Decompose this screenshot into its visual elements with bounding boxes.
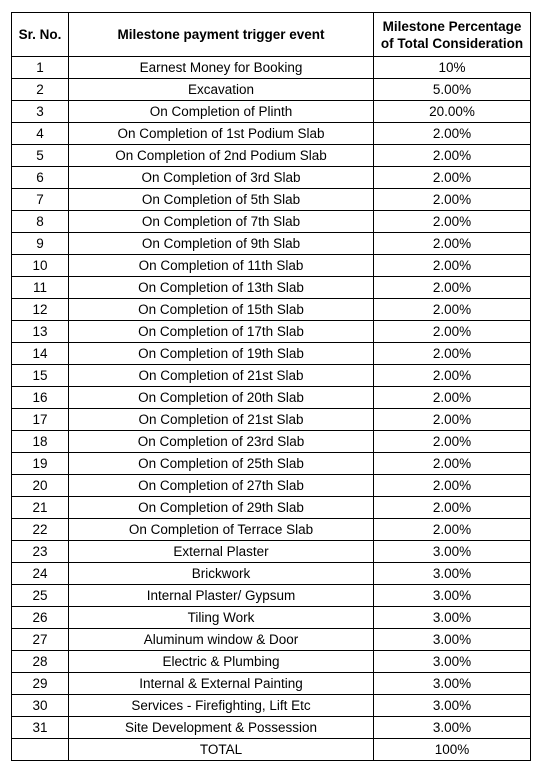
- milestone-event-cell: External Plaster: [69, 541, 374, 563]
- milestone-event-cell: Excavation: [69, 79, 374, 101]
- milestone-event-cell: Electric & Plumbing: [69, 651, 374, 673]
- milestone-event-cell: On Completion of 20th Slab: [69, 387, 374, 409]
- percentage-cell: 2.00%: [374, 343, 531, 365]
- header-milestone-percentage: [374, 13, 531, 57]
- table-row: [12, 233, 531, 255]
- milestone-event-cell: On Completion of 9th Slab: [69, 233, 374, 255]
- milestone-event-cell: On Completion of 13th Slab: [69, 277, 374, 299]
- percentage-cell: 2.00%: [374, 365, 531, 387]
- percentage-cell: 3.00%: [374, 629, 531, 651]
- milestone-event-cell: Earnest Money for Booking: [69, 57, 374, 79]
- milestone-event-cell: On Completion of 15th Slab: [69, 299, 374, 321]
- percentage-cell: 2.00%: [374, 123, 531, 145]
- table-row: [12, 629, 531, 651]
- sr-no-cell: 10: [12, 255, 69, 277]
- sr-no-cell: 31: [12, 717, 69, 739]
- percentage-cell: 2.00%: [374, 167, 531, 189]
- header-sr-no: Sr. No.: [12, 13, 69, 57]
- sr-no-cell: 11: [12, 277, 69, 299]
- milestone-event-cell: Tiling Work: [69, 607, 374, 629]
- percentage-cell: 2.00%: [374, 453, 531, 475]
- milestone-event-cell: On Completion of 29th Slab: [69, 497, 374, 519]
- table-row: [12, 717, 531, 739]
- table-row: [12, 607, 531, 629]
- percentage-cell: 3.00%: [374, 673, 531, 695]
- percentage-cell: 2.00%: [374, 299, 531, 321]
- table-row: [12, 453, 531, 475]
- milestone-event-cell: On Completion of 23rd Slab: [69, 431, 374, 453]
- sr-no-cell: 18: [12, 431, 69, 453]
- table-row: [12, 343, 531, 365]
- sr-no-cell: 29: [12, 673, 69, 695]
- sr-no-cell: 24: [12, 563, 69, 585]
- sr-no-cell: 20: [12, 475, 69, 497]
- milestone-event-cell: Aluminum window & Door: [69, 629, 374, 651]
- percentage-cell: 2.00%: [374, 409, 531, 431]
- table-row: [12, 57, 531, 79]
- milestone-event-cell: On Completion of 17th Slab: [69, 321, 374, 343]
- milestone-event-cell: On Completion of 1st Podium Slab: [69, 123, 374, 145]
- percentage-cell: 2.00%: [374, 475, 531, 497]
- sr-no-cell: 27: [12, 629, 69, 651]
- sr-no-cell: 2: [12, 79, 69, 101]
- table-row: [12, 365, 531, 387]
- table-row: [12, 123, 531, 145]
- percentage-cell: 3.00%: [374, 563, 531, 585]
- percentage-cell: 3.00%: [374, 607, 531, 629]
- table-row: [12, 431, 531, 453]
- table-row: [12, 519, 531, 541]
- header-milestone-event: Milestone payment trigger event: [69, 13, 374, 57]
- milestone-event-cell: Site Development & Possession: [69, 717, 374, 739]
- sr-no-cell: 14: [12, 343, 69, 365]
- percentage-cell: 2.00%: [374, 321, 531, 343]
- sr-no-cell: 26: [12, 607, 69, 629]
- sr-no-cell: 19: [12, 453, 69, 475]
- sr-no-cell: 13: [12, 321, 69, 343]
- percentage-cell: 2.00%: [374, 277, 531, 299]
- table-body: [12, 57, 531, 739]
- percentage-cell: 2.00%: [374, 431, 531, 453]
- milestone-event-cell: Services - Firefighting, Lift Etc: [69, 695, 374, 717]
- percentage-cell: 2.00%: [374, 519, 531, 541]
- percentage-cell: 3.00%: [374, 717, 531, 739]
- table-row: [12, 409, 531, 431]
- sr-no-cell: 1: [12, 57, 69, 79]
- table-row: [12, 189, 531, 211]
- sr-no-cell: 23: [12, 541, 69, 563]
- sr-no-cell: 25: [12, 585, 69, 607]
- table-footer: [12, 739, 531, 761]
- percentage-cell: 3.00%: [374, 541, 531, 563]
- sr-no-cell: 16: [12, 387, 69, 409]
- milestone-event-cell: Brickwork: [69, 563, 374, 585]
- sr-no-cell: 3: [12, 101, 69, 123]
- percentage-cell: 10%: [374, 57, 531, 79]
- sr-no-cell: 8: [12, 211, 69, 233]
- table-row: [12, 255, 531, 277]
- header-row: [12, 13, 531, 57]
- sr-no-cell: 30: [12, 695, 69, 717]
- percentage-cell: 2.00%: [374, 387, 531, 409]
- table-row: [12, 541, 531, 563]
- milestone-event-cell: On Completion of Terrace Slab: [69, 519, 374, 541]
- milestone-event-cell: On Completion of 7th Slab: [69, 211, 374, 233]
- percentage-cell: 2.00%: [374, 255, 531, 277]
- milestone-event-cell: On Completion of 2nd Podium Slab: [69, 145, 374, 167]
- table-row: [12, 651, 531, 673]
- header-pct-line2: of Total Consideration: [380, 35, 524, 51]
- total-label: TOTAL: [69, 739, 374, 761]
- table-row: [12, 387, 531, 409]
- percentage-cell: 2.00%: [374, 233, 531, 255]
- table-header: [12, 13, 531, 57]
- milestone-event-cell: On Completion of Plinth: [69, 101, 374, 123]
- sr-no-cell: 28: [12, 651, 69, 673]
- percentage-cell: 3.00%: [374, 695, 531, 717]
- milestone-event-cell: Internal & External Painting: [69, 673, 374, 695]
- table-row: [12, 299, 531, 321]
- percentage-cell: 5.00%: [374, 79, 531, 101]
- milestone-event-cell: On Completion of 5th Slab: [69, 189, 374, 211]
- sr-no-cell: 9: [12, 233, 69, 255]
- table-row: [12, 497, 531, 519]
- milestone-event-cell: On Completion of 27th Slab: [69, 475, 374, 497]
- milestone-event-cell: On Completion of 21st Slab: [69, 365, 374, 387]
- sr-no-cell: 6: [12, 167, 69, 189]
- milestone-event-cell: On Completion of 21st Slab: [69, 409, 374, 431]
- sr-no-cell: 12: [12, 299, 69, 321]
- table-row: [12, 211, 531, 233]
- milestone-event-cell: On Completion of 11th Slab: [69, 255, 374, 277]
- table-row: [12, 321, 531, 343]
- table-row: [12, 475, 531, 497]
- percentage-cell: 2.00%: [374, 145, 531, 167]
- percentage-cell: 2.00%: [374, 189, 531, 211]
- percentage-cell: 20.00%: [374, 101, 531, 123]
- table-row: [12, 673, 531, 695]
- sr-no-cell: 22: [12, 519, 69, 541]
- table-row: [12, 101, 531, 123]
- milestone-event-cell: On Completion of 3rd Slab: [69, 167, 374, 189]
- total-row: [12, 739, 531, 761]
- milestone-event-cell: On Completion of 25th Slab: [69, 453, 374, 475]
- table-row: [12, 277, 531, 299]
- percentage-cell: 2.00%: [374, 497, 531, 519]
- header-pct-line1: Milestone Percentage: [382, 18, 522, 34]
- sr-no-cell: 15: [12, 365, 69, 387]
- sr-no-cell: 7: [12, 189, 69, 211]
- percentage-cell: 2.00%: [374, 211, 531, 233]
- percentage-cell: 3.00%: [374, 585, 531, 607]
- milestone-event-cell: Internal Plaster/ Gypsum: [69, 585, 374, 607]
- table-row: [12, 145, 531, 167]
- sr-no-cell: 17: [12, 409, 69, 431]
- total-percentage: 100%: [374, 739, 531, 761]
- sr-no-cell: 4: [12, 123, 69, 145]
- total-sr-cell: [12, 739, 69, 761]
- milestone-event-cell: On Completion of 19th Slab: [69, 343, 374, 365]
- table-row: [12, 695, 531, 717]
- percentage-cell: 3.00%: [374, 651, 531, 673]
- table-row: [12, 79, 531, 101]
- table-row: [12, 563, 531, 585]
- sr-no-cell: 21: [12, 497, 69, 519]
- sr-no-cell: 5: [12, 145, 69, 167]
- table-row: [12, 167, 531, 189]
- table-row: [12, 585, 531, 607]
- payment-schedule-table: [11, 12, 531, 761]
